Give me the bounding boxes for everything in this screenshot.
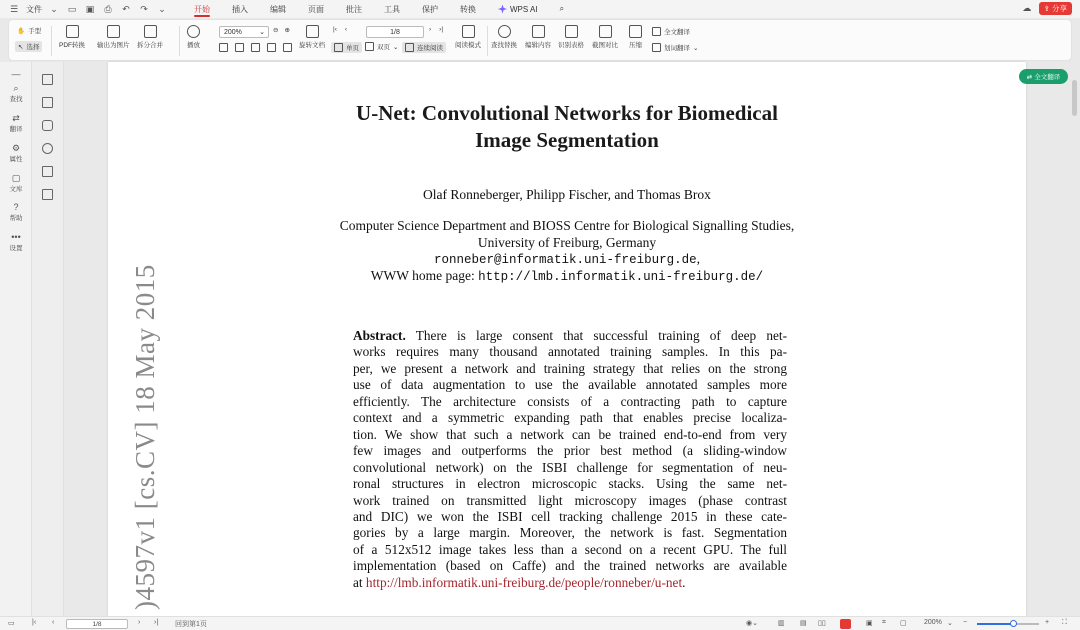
homepage-line [108,268,1026,285]
sidebar-item-help[interactable] [0,203,32,222]
zoom-select[interactable] [219,26,269,38]
export-image-button[interactable] [97,25,130,49]
wps-ai-label: WPS AI [510,4,538,14]
translate-pill-label: 全文翻译 [1034,74,1061,81]
hand-label: 手型 [28,28,42,35]
homepage-url: http://lmb.informatik.uni-freiburg.de/ [478,270,764,284]
tab-start[interactable]: 开始 [194,0,210,18]
paper-title-line2: Image Segmentation [475,128,659,152]
fit-page-icon[interactable]: ▣ [866,620,873,627]
signature-icon[interactable] [42,166,53,177]
last-page-icon[interactable]: ›| [154,619,159,626]
edit-content-icon [532,25,545,38]
sidebar-item-translate[interactable] [0,114,32,133]
actual-size-icon[interactable] [251,43,260,52]
zoom-slider[interactable] [977,623,1039,625]
chevron-down-icon: ⌄ [259,29,265,36]
abstract-line: work trained on transmitted light microscopy images (phase contrast [353,492,787,508]
select-label: 选择 [26,44,40,51]
recognize-table-button[interactable] [558,25,584,49]
vertical-scrollbar[interactable] [1072,80,1077,116]
prev-page-icon[interactable]: ‹ [344,26,348,33]
abstract-line: implementation (based on Caffe) and the trained networks are available [353,558,787,574]
document-page [108,62,1026,618]
actual-size-icon[interactable]: ⌗ [882,619,886,626]
collapse-icon: — [11,69,21,79]
redo-icon[interactable]: ↷ [140,3,148,14]
tab-wps-ai[interactable] [498,0,538,18]
abstract-line: efficiently. The architecture consists of a contracting path to capture [353,393,787,409]
search-icon: ⌕ [13,83,19,93]
tab-annotate[interactable]: 批注 [346,4,362,14]
attachment-icon[interactable] [42,143,53,154]
zoom-slider-fill [977,623,1013,625]
sidebar-item-settings[interactable] [0,233,32,252]
back-to-first-page[interactable]: 回到第1页 [175,621,207,628]
bookmark-icon[interactable] [42,74,53,85]
abstract-line: works requires many thousand annotated training samples. In this pa- [353,344,787,360]
play-button[interactable] [187,25,200,49]
share-icon: ⇪ [1043,4,1050,13]
double-page-icon[interactable]: ▯▯ [818,620,826,627]
abstract-line: use of data augmentation to use the available annotated samples more [353,377,787,393]
hand-icon: ✋ [17,27,26,35]
compress-button[interactable] [629,25,642,49]
sidebar-item-label: 帮助 [9,215,23,222]
left-sidebar [0,62,32,616]
tab-page[interactable]: 页面 [308,4,324,14]
sidebar-collapse[interactable] [0,70,32,79]
word-translate-button[interactable] [652,43,698,52]
abstract-text: . [682,574,686,590]
print-icon[interactable]: ⎙ [104,3,112,14]
abstract-line [353,575,787,591]
sidebar-item-search[interactable] [0,84,32,103]
screenshot-compare-button[interactable] [592,25,618,49]
tab-insert[interactable]: 插入 [232,4,248,14]
abstract-line: and DIC) we won the ISBI cell tracking challenge 2015 in these cate- [353,508,787,524]
paper-authors: Olaf Ronneberger, Philipp Fischer, and Thomas Brox [423,187,711,202]
abstract-line: convolutional network) on the ISBI challenge for segmentation of neu- [353,459,787,475]
fit-width-icon[interactable] [219,43,228,52]
search-icon[interactable]: ⌕ [559,4,565,13]
sidebar-item-label: 翻译 [9,126,23,133]
sidebar-item-label: 查找 [9,96,23,103]
more-chevron-icon[interactable]: ⌄ [158,3,166,14]
export-image-label: 输出为图片 [97,42,130,49]
email-suffix: , [696,251,700,266]
rotate-right-icon[interactable] [283,43,292,52]
select-tool[interactable] [15,41,42,52]
panel-rail [32,62,64,616]
status-zoom-value[interactable]: 200% [924,619,942,626]
play-icon[interactable] [840,619,851,629]
next-page-icon[interactable]: › [138,619,141,626]
abstract-line: context and a symmetric expanding path that enables precise localiza- [353,410,787,426]
tab-convert[interactable]: 转换 [460,4,476,14]
continuous-read-label: 连续阅读 [417,45,443,52]
help-icon: ? [13,202,19,212]
pdf-convert-button[interactable] [59,25,85,49]
pdf-convert-icon [66,25,79,38]
status-page-input[interactable] [66,619,128,629]
edit-content-label: 编辑内容 [525,42,551,49]
prev-page-icon[interactable]: ‹ [52,619,55,626]
sidebar-item-label: 属性 [9,156,23,163]
page-layout-icon[interactable]: ▢ [900,620,907,627]
abstract-line: gories by a large margin. Moreover, the network is fast. Segmentation [353,525,787,541]
export-image-icon [107,25,120,38]
more-icon: ••• [11,232,21,242]
zoom-out-icon[interactable]: − [963,619,968,626]
toolbar-divider [51,26,52,56]
last-page-icon[interactable]: ›| [439,26,444,33]
tab-tools[interactable]: 工具 [384,4,400,14]
share-button[interactable] [1039,2,1072,15]
reading-mode-label: 阅读模式 [455,42,481,49]
first-page-icon[interactable]: |‹ [32,619,37,626]
abstract-line: ronal structures in electron microscopic stacks. Using the same net- [353,476,787,492]
fit-page-icon[interactable] [235,43,244,52]
paper-title-line1: U-Net: Convolutional Networks for Biomedical [356,101,778,125]
rotate-document-button[interactable] [299,25,325,49]
tab-edit[interactable]: 编辑 [270,4,286,14]
properties-icon: ⚙ [11,143,21,153]
translate-icon: ⇄ [12,113,20,123]
status-bar [0,616,1080,630]
double-page-button[interactable] [365,42,398,51]
compress-label: 压缩 [629,42,642,49]
reading-mode-icon [462,25,475,38]
sidebar-item-library[interactable] [0,174,32,193]
hand-tool[interactable] [17,26,41,35]
single-page-button[interactable] [331,42,362,53]
screenshot-compare-icon [599,25,612,38]
tab-protect[interactable]: 保护 [422,4,438,14]
eye-protection-icon[interactable]: ◉⌄ [746,620,758,627]
rotate-document-icon [306,25,319,38]
split-merge-label: 拆分合并 [137,42,163,49]
rotate-document-label: 旋转文档 [299,42,325,49]
homepage-prefix: WWW home page: [370,268,479,283]
word-translate-icon [652,43,661,52]
chevron-down-icon[interactable]: ⌄ [947,620,953,627]
thumbnail-icon[interactable] [42,97,53,108]
sidebar-toggle-icon[interactable]: ▭ [8,620,15,627]
continuous-read-button[interactable] [402,42,446,53]
reading-mode-button[interactable] [455,25,481,49]
full-translate-icon [652,27,661,36]
full-translate-label: 全文翻译 [664,29,690,36]
library-icon: ▢ [11,173,21,183]
abstract-link[interactable]: http://lmb.informatik.uni-freiburg.de/people/ronneber/u-net [365,574,683,590]
abstract-text: at [353,574,366,590]
split-merge-icon [144,25,157,38]
recognize-table-icon [565,25,578,38]
zoom-out-icon[interactable]: ⊖ [273,27,279,34]
layers-icon[interactable] [42,189,53,200]
single-page-icon [334,43,343,52]
open-folder-icon[interactable]: ▭ [67,3,77,14]
hamburger-icon[interactable]: ☰ [9,3,19,14]
save-icon[interactable]: ▣ [85,3,95,14]
single-page-icon[interactable]: ▤ [800,620,807,627]
comment-icon[interactable] [42,120,53,131]
affiliation-line1: Computer Science Department and BIOSS Centre for Biological Signalling Studies, [339,218,795,233]
rotate-left-icon[interactable] [267,43,276,52]
split-merge-button[interactable] [137,25,163,49]
page-number-input[interactable] [366,26,424,38]
file-menu[interactable]: 文件 [26,4,42,14]
author-email: ronneber@informatik.uni-freiburg.de [434,253,697,267]
abstract-line: per, we present a network and training strategy that relies on the strong [353,360,787,376]
chevron-down-icon[interactable]: ⌄ [50,3,58,14]
find-replace-button[interactable] [491,25,517,49]
next-page-icon[interactable]: › [429,26,432,33]
zoom-in-icon[interactable]: ⊕ [284,27,290,34]
fit-width-icon[interactable]: ▥ [778,620,785,627]
zoom-slider-thumb[interactable] [1010,620,1017,627]
cursor-icon: ↖ [18,43,24,51]
chevron-down-icon: ⌄ [693,44,699,52]
ribbon-tabs [194,0,564,18]
wps-ai-icon [498,5,507,14]
arxiv-stamp: )4597v1 [cs.CV] 18 May 2015 [130,264,160,610]
fullscreen-icon[interactable]: ⛶ [1062,619,1067,626]
toolbar-divider [487,26,488,56]
double-page-label: 双页 [377,44,390,51]
share-label: 分享 [1052,4,1067,13]
sidebar-item-label: 文库 [9,186,23,193]
word-translate-label: 划词翻译 [664,45,690,52]
play-label: 播放 [187,42,200,49]
compress-icon [629,25,642,38]
undo-icon[interactable]: ↶ [122,3,130,14]
abstract-line: of a 512x512 image takes less than a second on a recent GPU. The full [353,541,787,557]
affiliation-line2: University of Freiburg, Germany [477,235,657,250]
page-number-value: 1/8 [390,28,400,36]
abstract-line: few images and outperforms the prior best method (a sliding-window [353,443,787,459]
find-replace-label: 查找替换 [491,42,517,49]
double-page-icon [365,42,374,51]
abstract-line: tion. We show that such a network can be trained end-to-end from very [353,426,787,442]
chevron-down-icon: ⌄ [393,43,399,51]
full-translate-button[interactable] [652,27,690,36]
continuous-read-icon [405,43,414,52]
cloud-sync-icon[interactable]: ☁ [1022,3,1032,13]
abstract [353,328,787,591]
pdf-convert-label: PDF转换 [59,42,85,49]
sidebar-item-label: 设置 [9,245,23,252]
recognize-table-label: 识别表格 [558,42,584,49]
edit-content-button[interactable] [525,25,551,49]
abstract-heading: Abstract. [353,328,406,343]
single-page-label: 单页 [346,45,359,52]
abstract-line [353,328,787,344]
status-page-value: 1/8 [92,620,102,628]
ribbon-toolbar [8,19,1072,61]
author-email-line [108,251,1026,268]
toolbar-divider [179,26,180,56]
sidebar-item-properties[interactable] [0,144,32,163]
menu-bar [0,0,1080,18]
first-page-icon[interactable]: |‹ [333,26,337,33]
translate-icon: ⇄ [1026,73,1033,81]
full-translate-pill[interactable] [1019,69,1068,84]
play-icon [187,25,200,38]
abstract-text: There is large consent that successful training of deep net- [415,328,787,343]
zoom-in-icon[interactable]: + [1045,619,1050,626]
find-replace-icon [498,25,511,38]
screenshot-compare-label: 截图对比 [592,42,618,49]
zoom-value: 200% [224,28,242,36]
